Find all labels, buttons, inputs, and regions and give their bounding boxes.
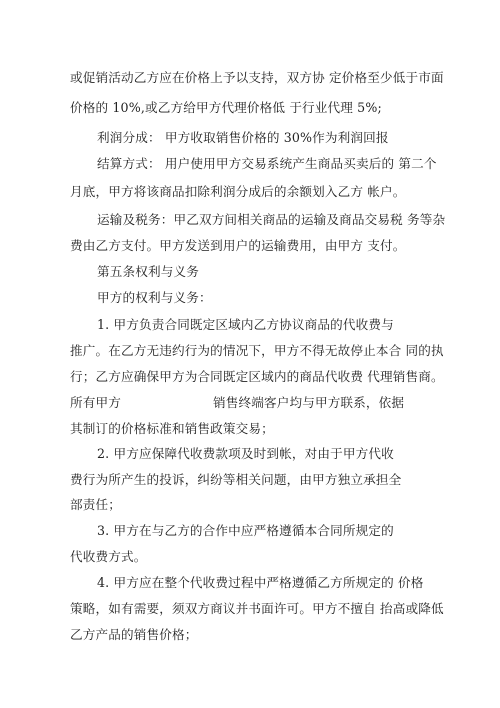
text-line: 代收费方式。 xyxy=(70,549,147,564)
text-line: 乙方产品的销售价格； xyxy=(70,627,198,642)
text-line: 利润分成： 甲方收取销售价格的 30%作为利润回报 xyxy=(97,130,389,145)
text-line: 推广。在乙方无违约行为的情况下，甲方不得无故停止本合 同的执 xyxy=(70,343,444,358)
text-line: 销售终端客户均与甲方联系，依据 xyxy=(213,395,405,410)
text-line: 行；乙方应确保甲方为合同既定区域内的商品代收费 代理销售商。 xyxy=(70,369,444,384)
text-line: 策略，如有需要，须双方商议并书面许可。甲方不擅自 抬高或降低 xyxy=(70,601,444,616)
section-heading: 第五条权利与义务 xyxy=(97,264,199,279)
subsection-heading: 甲方的权利与义务： xyxy=(97,290,212,305)
text-line: 部责任； xyxy=(70,497,121,512)
text-line: 所有甲方 xyxy=(70,395,121,410)
text-line: 费由乙方支付。甲方发送到用户的运输费用，由甲方 支付。 xyxy=(70,238,406,253)
text-line: 其制订的价格标准和销售政策交易； xyxy=(70,421,274,436)
text-line: 3. 甲方在与乙方的合作中应严格遵循本合同所规定的 xyxy=(97,523,394,538)
text-line: 运输及税务：甲乙双方间相关商品的运输及商品交易税 务等杂 xyxy=(97,212,446,227)
text-line: 4. 甲方应在整个代收费过程中严格遵循乙方所规定的 价格 xyxy=(97,575,424,590)
text-line: 月底，甲方将该商品扣除利润分成后的余额划入乙方 帐户。 xyxy=(70,184,406,199)
text-line: 1. 甲方负责合同既定区域内乙方协议商品的代收费与 xyxy=(97,317,394,332)
text-line: 费行为所产生的投诉，纠纷等相关问题，由甲方独立承担全 xyxy=(70,472,402,487)
text-line: 或促销活动乙方应在价格上予以支持，双方协 定价格至少低于市面 xyxy=(70,70,444,85)
text-line: 结算方式： 用户使用甲方交易系统产生商品买卖后的 第二个 xyxy=(97,156,437,171)
text-line: 2. 甲方应保障代收费款项及时到帐，对由于甲方代收 xyxy=(97,446,394,461)
text-line: 价格的 10%,或乙方给甲方代理价格低 于行业代理 5%; xyxy=(70,100,382,115)
